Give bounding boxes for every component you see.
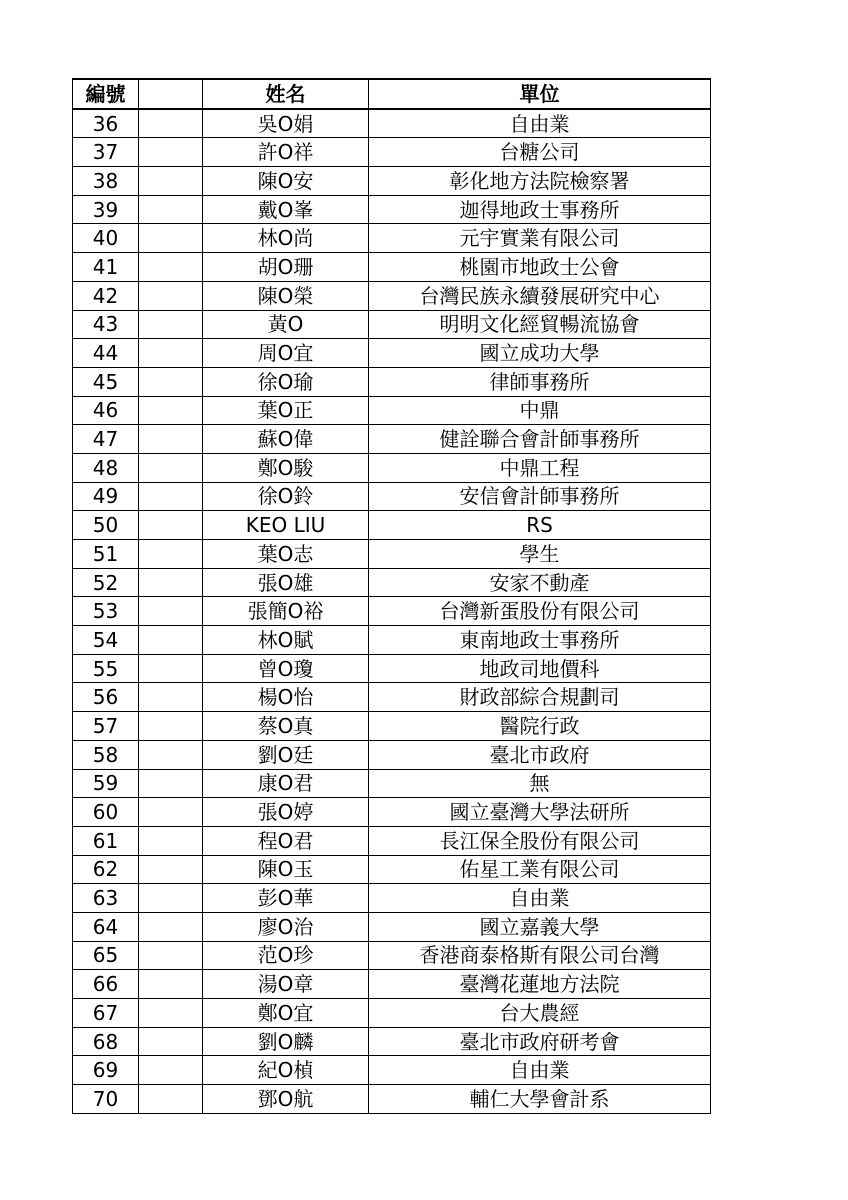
cell-number: 62 [73, 855, 139, 884]
cell-number: 36 [73, 109, 139, 138]
cell-number: 45 [73, 367, 139, 396]
cell-blank [139, 540, 203, 569]
cell-number: 47 [73, 425, 139, 454]
cell-number: 43 [73, 310, 139, 339]
cell-name: 湯O章 [203, 970, 369, 999]
cell-name: 鄭O駿 [203, 453, 369, 482]
table-row [73, 195, 711, 224]
cell-name: 葉O志 [203, 540, 369, 569]
cell-blank [139, 425, 203, 454]
cell-unit: 香港商泰格斯有限公司台灣 [369, 941, 711, 970]
cell-number: 49 [73, 482, 139, 511]
table-row [73, 683, 711, 712]
table-row [73, 396, 711, 425]
cell-name: 彭O華 [203, 884, 369, 913]
header-unit: 單位 [369, 79, 711, 109]
cell-name: 許O祥 [203, 138, 369, 167]
table-row [73, 167, 711, 196]
table-row [73, 367, 711, 396]
cell-number: 54 [73, 626, 139, 655]
table-row [73, 425, 711, 454]
table-row [73, 769, 711, 798]
cell-name: 鄭O宜 [203, 999, 369, 1028]
cell-number: 42 [73, 281, 139, 310]
cell-blank [139, 712, 203, 741]
cell-blank [139, 367, 203, 396]
cell-number: 38 [73, 167, 139, 196]
cell-name: 程O君 [203, 826, 369, 855]
cell-unit: 東南地政士事務所 [369, 626, 711, 655]
cell-blank [139, 396, 203, 425]
table-row [73, 453, 711, 482]
cell-unit: 自由業 [369, 1056, 711, 1085]
cell-unit: 國立成功大學 [369, 339, 711, 368]
cell-name: 陳O玉 [203, 855, 369, 884]
cell-blank [139, 1085, 203, 1114]
table-body [73, 109, 711, 1114]
cell-unit: 台灣民族永續發展研究中心 [369, 281, 711, 310]
cell-blank [139, 511, 203, 540]
cell-number: 66 [73, 970, 139, 999]
table-row [73, 138, 711, 167]
cell-number: 41 [73, 253, 139, 282]
table-row [73, 540, 711, 569]
cell-name: 吳O娟 [203, 109, 369, 138]
cell-number: 48 [73, 453, 139, 482]
cell-number: 55 [73, 654, 139, 683]
cell-number: 40 [73, 224, 139, 253]
cell-name: 范O珍 [203, 941, 369, 970]
cell-name: 劉O麟 [203, 1027, 369, 1056]
table-row [73, 109, 711, 138]
cell-name: 林O尚 [203, 224, 369, 253]
cell-unit: 桃園市地政士公會 [369, 253, 711, 282]
cell-name: 張O雄 [203, 568, 369, 597]
table-row [73, 253, 711, 282]
table-row [73, 884, 711, 913]
table-row [73, 798, 711, 827]
cell-number: 44 [73, 339, 139, 368]
cell-unit: 明明文化經貿暢流協會 [369, 310, 711, 339]
cell-unit: 輔仁大學會計系 [369, 1085, 711, 1114]
cell-number: 46 [73, 396, 139, 425]
table-row [73, 1027, 711, 1056]
cell-unit: 財政部綜合規劃司 [369, 683, 711, 712]
cell-name: 曾O瓊 [203, 654, 369, 683]
cell-unit: 彰化地方法院檢察署 [369, 167, 711, 196]
cell-number: 65 [73, 941, 139, 970]
cell-unit: 自由業 [369, 884, 711, 913]
cell-blank [139, 482, 203, 511]
cell-blank [139, 855, 203, 884]
table-row [73, 310, 711, 339]
cell-number: 37 [73, 138, 139, 167]
cell-unit: 台灣新蛋股份有限公司 [369, 597, 711, 626]
cell-blank [139, 912, 203, 941]
cell-blank [139, 769, 203, 798]
cell-unit: 安信會計師事務所 [369, 482, 711, 511]
cell-number: 70 [73, 1085, 139, 1114]
header-name: 姓名 [203, 79, 369, 109]
cell-blank [139, 798, 203, 827]
table-row [73, 339, 711, 368]
cell-unit: 國立嘉義大學 [369, 912, 711, 941]
cell-number: 68 [73, 1027, 139, 1056]
cell-blank [139, 826, 203, 855]
cell-name: 林O賦 [203, 626, 369, 655]
cell-unit: 台糖公司 [369, 138, 711, 167]
cell-blank [139, 740, 203, 769]
table-row [73, 1056, 711, 1085]
cell-blank [139, 626, 203, 655]
cell-name: 戴O峯 [203, 195, 369, 224]
cell-blank [139, 195, 203, 224]
header-number: 編號 [73, 79, 139, 109]
cell-number: 52 [73, 568, 139, 597]
cell-number: 59 [73, 769, 139, 798]
cell-unit: 長江保全股份有限公司 [369, 826, 711, 855]
header-row [73, 79, 711, 109]
cell-number: 58 [73, 740, 139, 769]
cell-name: 陳O榮 [203, 281, 369, 310]
table-row [73, 654, 711, 683]
cell-number: 57 [73, 712, 139, 741]
cell-unit: 中鼎 [369, 396, 711, 425]
cell-blank [139, 1027, 203, 1056]
cell-name: 紀O楨 [203, 1056, 369, 1085]
table-row [73, 941, 711, 970]
cell-blank [139, 224, 203, 253]
cell-unit: 台大農經 [369, 999, 711, 1028]
cell-name: 徐O瑜 [203, 367, 369, 396]
cell-number: 64 [73, 912, 139, 941]
table-row [73, 912, 711, 941]
cell-unit: 律師事務所 [369, 367, 711, 396]
cell-blank [139, 970, 203, 999]
cell-unit: 自由業 [369, 109, 711, 138]
cell-blank [139, 941, 203, 970]
cell-name: 康O君 [203, 769, 369, 798]
cell-name: 周O宜 [203, 339, 369, 368]
cell-unit: 國立臺灣大學法研所 [369, 798, 711, 827]
cell-number: 39 [73, 195, 139, 224]
cell-name: 黃O [203, 310, 369, 339]
cell-unit: 學生 [369, 540, 711, 569]
table-row [73, 712, 711, 741]
table-header [73, 79, 711, 109]
cell-name: 胡O珊 [203, 253, 369, 282]
cell-blank [139, 654, 203, 683]
cell-number: 67 [73, 999, 139, 1028]
cell-name: 鄧O航 [203, 1085, 369, 1114]
table-row [73, 626, 711, 655]
table-row [73, 740, 711, 769]
table-row [73, 281, 711, 310]
table-row [73, 826, 711, 855]
cell-unit: 元宇實業有限公司 [369, 224, 711, 253]
cell-unit: 臺灣花蓮地方法院 [369, 970, 711, 999]
cell-unit: 無 [369, 769, 711, 798]
table-row [73, 511, 711, 540]
cell-name: 蘇O偉 [203, 425, 369, 454]
table-row [73, 970, 711, 999]
cell-number: 61 [73, 826, 139, 855]
table-row [73, 1085, 711, 1114]
roster-table [72, 78, 711, 1114]
cell-number: 56 [73, 683, 139, 712]
cell-blank [139, 597, 203, 626]
table-row [73, 597, 711, 626]
cell-unit: 臺北市政府 [369, 740, 711, 769]
cell-unit: 醫院行政 [369, 712, 711, 741]
cell-blank [139, 310, 203, 339]
cell-unit: 中鼎工程 [369, 453, 711, 482]
cell-unit: 臺北市政府研考會 [369, 1027, 711, 1056]
cell-number: 69 [73, 1056, 139, 1085]
cell-blank [139, 281, 203, 310]
cell-blank [139, 138, 203, 167]
table-row [73, 999, 711, 1028]
cell-unit: 地政司地價科 [369, 654, 711, 683]
cell-unit: RS [369, 511, 711, 540]
cell-unit: 迦得地政士事務所 [369, 195, 711, 224]
cell-number: 63 [73, 884, 139, 913]
cell-blank [139, 253, 203, 282]
cell-name: 廖O治 [203, 912, 369, 941]
cell-number: 50 [73, 511, 139, 540]
cell-name: 陳O安 [203, 167, 369, 196]
cell-unit: 安家不動產 [369, 568, 711, 597]
cell-number: 60 [73, 798, 139, 827]
cell-unit: 健詮聯合會計師事務所 [369, 425, 711, 454]
header-blank [139, 79, 203, 109]
cell-blank [139, 568, 203, 597]
table-row [73, 855, 711, 884]
cell-blank [139, 1056, 203, 1085]
cell-blank [139, 109, 203, 138]
cell-name: 劉O廷 [203, 740, 369, 769]
cell-blank [139, 339, 203, 368]
cell-blank [139, 999, 203, 1028]
cell-unit: 佑星工業有限公司 [369, 855, 711, 884]
table-row [73, 224, 711, 253]
cell-name: KEO LIU [203, 511, 369, 540]
cell-number: 51 [73, 540, 139, 569]
cell-blank [139, 167, 203, 196]
cell-name: 張O婷 [203, 798, 369, 827]
cell-name: 張簡O裕 [203, 597, 369, 626]
cell-number: 53 [73, 597, 139, 626]
cell-name: 楊O怡 [203, 683, 369, 712]
table-row [73, 482, 711, 511]
table-row [73, 568, 711, 597]
cell-name: 蔡O真 [203, 712, 369, 741]
cell-blank [139, 453, 203, 482]
cell-blank [139, 683, 203, 712]
cell-name: 葉O正 [203, 396, 369, 425]
cell-blank [139, 884, 203, 913]
cell-name: 徐O鈴 [203, 482, 369, 511]
